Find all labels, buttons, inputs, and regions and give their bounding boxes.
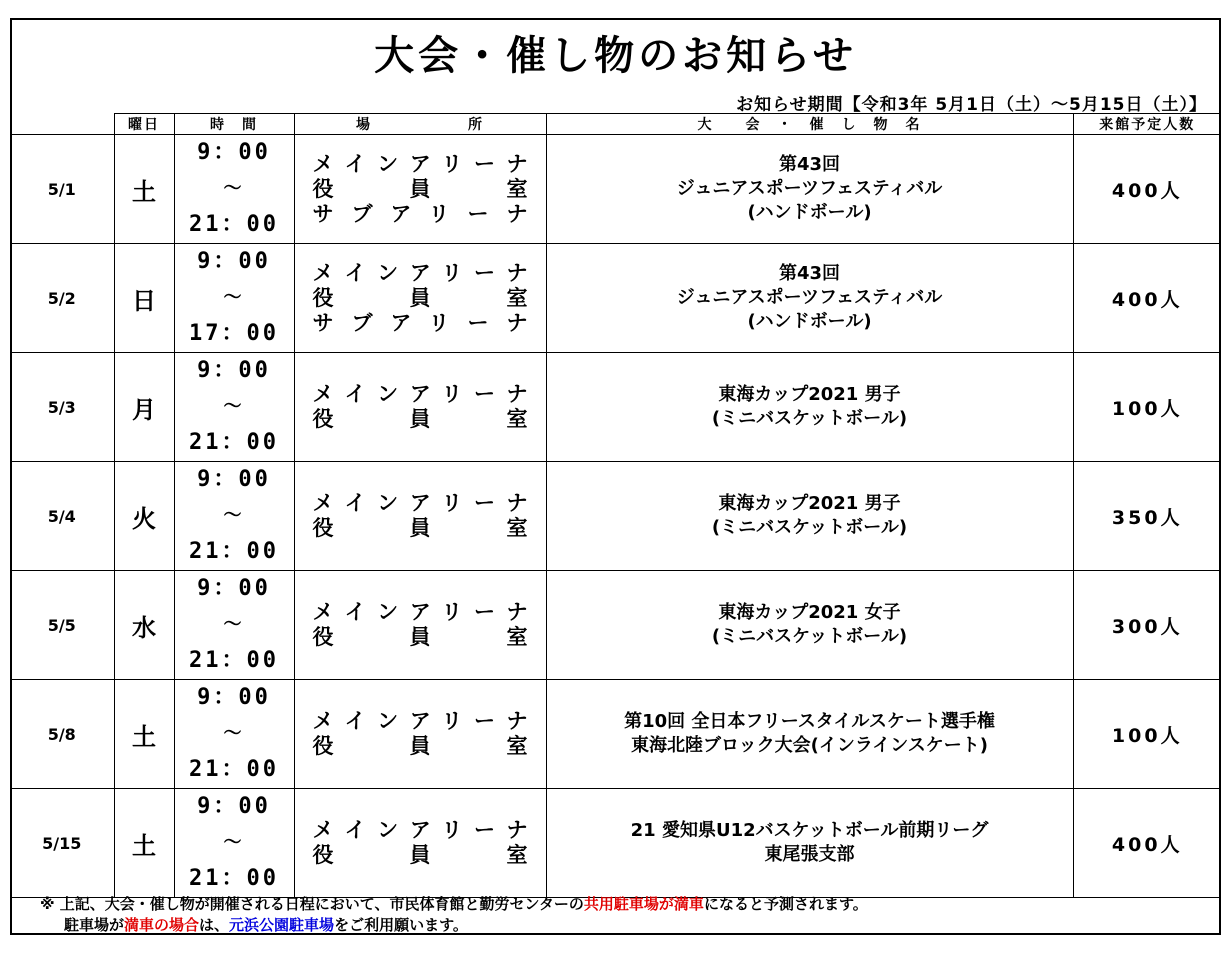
notice-period: お知らせ期間【令和3年 5月1日（土）～5月15日（土）】: [736, 95, 1207, 115]
place-name: サブアリーナ: [312, 310, 528, 335]
place-name: メインアリーナ: [312, 151, 528, 176]
time-sep: ～: [223, 287, 245, 308]
row-date: 5/8: [10, 680, 114, 789]
time-sep: ～: [223, 723, 245, 744]
row-event: [546, 789, 1073, 898]
note-text: 駐車場が: [64, 916, 125, 934]
row-time: [174, 680, 294, 789]
time-end: 21：00: [189, 866, 279, 891]
row-count: 100人: [1073, 680, 1221, 789]
place-name: 役員室: [312, 843, 528, 867]
event-line: (ハンドボール): [747, 202, 872, 223]
row-places: [294, 353, 546, 462]
row-places: [294, 571, 546, 680]
place-name: メインアリーナ: [312, 491, 528, 515]
row-time: [174, 135, 294, 244]
table-row: [10, 789, 1221, 898]
row-places: [294, 135, 546, 244]
time-start: 9：00: [197, 794, 271, 819]
note-highlight-red: 共用駐車場が満車: [583, 895, 704, 913]
event-line: ジュニアスポーツフェスティバル: [676, 178, 943, 199]
place-name: サブアリーナ: [312, 201, 528, 226]
row-count: 400人: [1073, 244, 1221, 353]
header-date: [10, 114, 114, 135]
schedule-rows: [10, 135, 1221, 898]
row-time: [174, 462, 294, 571]
note-line-1: [40, 893, 868, 914]
time-end: 21：00: [189, 430, 279, 455]
place-name: 役員室: [312, 516, 528, 540]
note-highlight-blue: 元浜公園駐車場: [229, 916, 335, 934]
row-day: 土: [114, 680, 174, 789]
note-text: は、: [199, 916, 230, 934]
row-count: 400人: [1073, 135, 1221, 244]
row-day: 月: [114, 353, 174, 462]
note-text: になると予測されます。: [703, 895, 868, 913]
place-name: メインアリーナ: [312, 260, 528, 285]
event-line: 東海カップ2021 男子: [718, 384, 901, 405]
note-line-2: [64, 914, 468, 935]
notice-sheet: [10, 18, 1221, 935]
time-start: 9：00: [197, 358, 271, 383]
place-name: メインアリーナ: [312, 818, 528, 842]
event-line: 東海カップ2021 男子: [718, 493, 901, 514]
time-start: 9：00: [197, 140, 271, 165]
time-start: 9：00: [197, 249, 271, 274]
place-name: 役員室: [312, 407, 528, 431]
row-day: 日: [114, 244, 174, 353]
header-day: 曜日: [114, 114, 174, 135]
row-places: [294, 462, 546, 571]
row-day: 水: [114, 571, 174, 680]
row-places: [294, 789, 546, 898]
time-sep: ～: [223, 614, 245, 635]
row-count: 100人: [1073, 353, 1221, 462]
place-name: 役員室: [312, 625, 528, 649]
row-time: [174, 571, 294, 680]
place-name: メインアリーナ: [312, 382, 528, 406]
event-line: 第10回 全日本フリースタイルスケート選手権: [624, 711, 995, 732]
time-sep: ～: [223, 505, 245, 526]
header-row: [10, 114, 1221, 135]
note-text: ※ 上記、大会・催し物が開催される日程において、市民体育館と勤労センターの: [40, 895, 584, 913]
time-sep: ～: [223, 832, 245, 853]
table-row: [10, 244, 1221, 353]
place-name: 役員室: [312, 285, 528, 310]
row-count: 350人: [1073, 462, 1221, 571]
table-row: [10, 571, 1221, 680]
schedule-table: [10, 113, 1221, 898]
header-time: 時 間: [174, 114, 294, 135]
event-line: (ハンドボール): [747, 311, 872, 332]
row-day: 土: [114, 135, 174, 244]
row-event: [546, 571, 1073, 680]
time-end: 21：00: [189, 648, 279, 673]
place-name: メインアリーナ: [312, 709, 528, 733]
header-place: 場 所: [294, 114, 546, 135]
place-name: メインアリーナ: [312, 600, 528, 624]
event-line: 東海カップ2021 女子: [718, 602, 901, 623]
row-event: [546, 462, 1073, 571]
row-date: 5/1: [10, 135, 114, 244]
place-name: 役員室: [312, 734, 528, 758]
event-line: 東尾張支部: [764, 844, 855, 865]
table-row: [10, 462, 1221, 571]
note-highlight-red: 満車の場合: [124, 916, 200, 934]
event-line: 21 愛知県U12バスケットボール前期リーグ: [630, 820, 989, 841]
row-date: 5/2: [10, 244, 114, 353]
row-event: [546, 353, 1073, 462]
note-text: をご利用願います。: [334, 916, 468, 934]
row-event: [546, 680, 1073, 789]
time-end: 21：00: [189, 757, 279, 782]
place-name: 役員室: [312, 176, 528, 201]
row-places: [294, 244, 546, 353]
event-line: ジュニアスポーツフェスティバル: [676, 287, 943, 308]
time-start: 9：00: [197, 467, 271, 492]
event-line: (ミニバスケットボール): [711, 517, 908, 538]
time-end: 17：00: [189, 321, 279, 346]
row-event: [546, 135, 1073, 244]
time-end: 21：00: [189, 212, 279, 237]
header-event: 大 会 ・ 催 し 物 名: [546, 114, 1073, 135]
row-date: 5/4: [10, 462, 114, 571]
row-count: 400人: [1073, 789, 1221, 898]
row-places: [294, 680, 546, 789]
row-event: [546, 244, 1073, 353]
row-day: 土: [114, 789, 174, 898]
row-date: 5/15: [10, 789, 114, 898]
time-end: 21：00: [189, 539, 279, 564]
row-time: [174, 244, 294, 353]
header-count: 来館予定人数: [1073, 114, 1221, 135]
row-time: [174, 789, 294, 898]
event-line: (ミニバスケットボール): [711, 408, 908, 429]
event-line: 東海北陸ブロック大会(インラインスケート): [630, 735, 988, 756]
table-row: [10, 135, 1221, 244]
time-sep: ～: [223, 396, 245, 417]
table-row: [10, 353, 1221, 462]
event-line: (ミニバスケットボール): [711, 626, 908, 647]
row-day: 火: [114, 462, 174, 571]
page-title: 大会・催し物のお知らせ: [374, 33, 857, 79]
row-count: 300人: [1073, 571, 1221, 680]
row-time: [174, 353, 294, 462]
event-line: 第43回: [778, 263, 841, 284]
event-line: 第43回: [778, 154, 841, 175]
time-sep: ～: [223, 178, 245, 199]
row-date: 5/3: [10, 353, 114, 462]
row-date: 5/5: [10, 571, 114, 680]
table-row: [10, 680, 1221, 789]
time-start: 9：00: [197, 576, 271, 601]
time-start: 9：00: [197, 685, 271, 710]
